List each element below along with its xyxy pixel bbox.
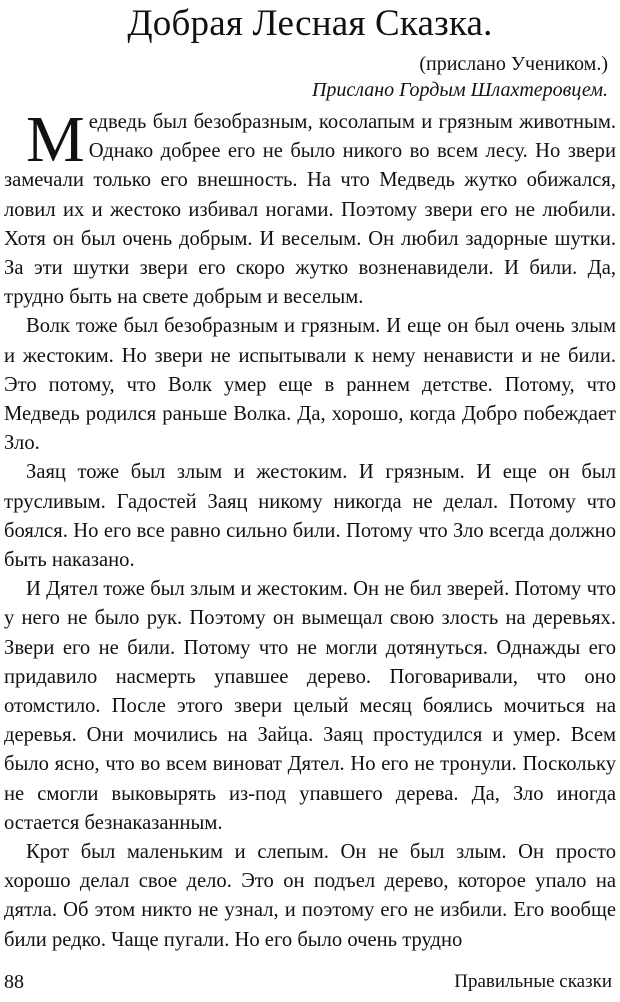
story-title: Добрая Лесная Сказка.	[127, 3, 493, 44]
paragraph-1-text: едведь был безобразным, косолапым и грязным животным. Однако добрее его не было никого во всем лесу. Но звери замечали только его внешность. На что Медведь жутко обижался, ловил их и жестоко избивал ногами. Поэтому звери его не любили. Хотя он был очень добрым. И веселым. Он любил задорные шутки. За эти шутки звери его скоро жутко возненавидели. И били. Да, трудно быть на свете добрым и веселым.	[4, 111, 616, 309]
story-body	[4, 103, 616, 955]
paragraph-4: И Дятел тоже был злым и жестоким. Он не бил зверей. Потому что у него не было рук. Поэтому он вымещал свою злость на деревьях. Звери его не били. Потому что не могли дотянуться. Однажды его придавило насмерть упавшее дерево. Поговаривали, что оно отомстило. После этого звери целый месяц боялись мочиться на деревья. Они мочились на Зайца. Заяц простудился и умер. Всем было ясно, что во всем виноват Дятел. Но его не тронули. Поскольку не смогли выковырять из-под упавшего дерева. Да, Зло иногда остается безнаказанным.	[4, 578, 616, 834]
page-footer	[0, 968, 620, 1000]
drop-cap: М	[26, 103, 85, 176]
paragraph-1	[4, 103, 616, 312]
page-number: 88	[4, 971, 24, 993]
credit-line-student: (прислано Учеником.)	[419, 53, 608, 75]
credit-line-sender: Прислано Гордым Шлахтеровцем.	[311, 79, 608, 101]
paragraph-3: Заяц тоже был злым и жестоким. И грязным. И еще он был трусливым. Гадостей Заяц никому никогда не делал. Потому что боялся. Но его все равно сильно били. Потому что Зло всегда должно быть наказано.	[4, 461, 616, 572]
paragraph-5: Крот был маленьким и слепым. Он не был злым. Он просто хорошо делал свое дело. Это он подъел дерево, которое упало на дятла. Об этом никто не узнал, и поэтому его не избили. Его вообще били редко. Чаще пугали. Но его было очень трудно	[4, 841, 616, 951]
paragraph-2: Волк тоже был безобразным и грязным. И еще он был очень злым и жестоким. Но звери не испытывали к нему ненависти и не били. Это потому, что Волк умер еще в раннем детстве. Потому, что Медведь родился раньше Волка. Да, хорошо, когда Добро побеждает Зло.	[4, 315, 616, 455]
running-title: Правильные сказки	[454, 971, 612, 992]
